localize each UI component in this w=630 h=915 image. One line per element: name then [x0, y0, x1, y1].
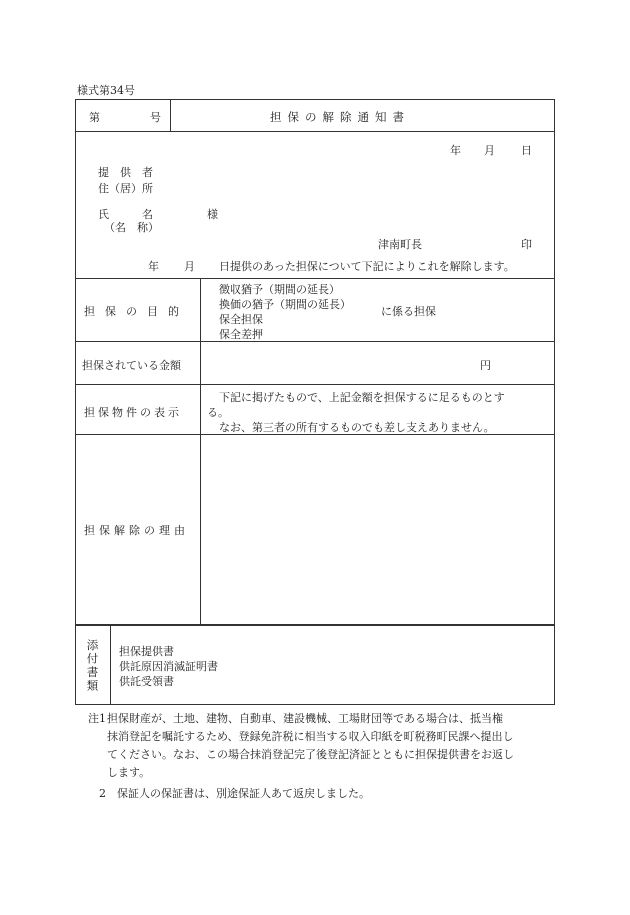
label-column-divider — [200, 278, 201, 625]
issuer-seal: 印 — [521, 238, 532, 251]
col-divider — [110, 625, 111, 705]
attachment-item: 担保提供書 — [119, 645, 174, 658]
attachment-item: 供託原因消滅証明書 — [119, 660, 218, 673]
purpose-label: 担保の目的 — [84, 305, 189, 318]
note-1-line: します。 — [107, 766, 151, 779]
purpose-option-1: 徴収猶予（期間の延長） — [219, 283, 340, 296]
honorific-sama: 様 — [207, 208, 218, 221]
note-2-text: 保証人の保証書は、別途保証人あて返戻しました。 — [117, 787, 370, 800]
property-text-2: る。 — [207, 406, 229, 419]
intro-month: 月 — [184, 260, 195, 273]
note-1-line: 抹消登記を嘱託するため、登録免許税に相当する収入印紙を町税務町民課へ提出し — [107, 730, 514, 743]
property-label: 担保物件の表示 — [84, 406, 182, 419]
date-day: 日 — [521, 144, 532, 157]
name-label: 氏 名 — [98, 208, 153, 221]
date-month: 月 — [484, 144, 495, 157]
document-title: 担保の解除通知書 — [270, 110, 410, 124]
note-1-line: てください。なお、この場合抹消登記完了後登記済証とともに担保提供書をお返し — [107, 748, 514, 761]
note-1-mark: 注1 — [88, 712, 106, 725]
property-text-3: なお、第三者の所有するものでも差し支えありません。 — [219, 421, 495, 434]
intro-text: 日提供のあった担保について下記によりこれを解除します。 — [219, 260, 515, 273]
row-divider — [75, 434, 555, 435]
number-label: 第 — [89, 111, 100, 124]
reason-label: 担保解除の理由 — [84, 524, 189, 537]
note-2-mark: 2 — [99, 787, 106, 800]
number-suffix: 号 — [150, 111, 161, 124]
date-year: 年 — [450, 144, 461, 157]
attachments-label: 添付書類 — [85, 639, 100, 693]
name-sub-label: （名 称） — [104, 221, 159, 234]
row-divider — [75, 131, 555, 132]
purpose-option-2: 換価の猶予（期間の延長） — [219, 298, 351, 311]
purpose-option-3: 保全担保 — [219, 313, 263, 326]
address-label: 住（居）所 — [98, 182, 153, 195]
property-text-1: 下記に掲げたもので、上記金額を担保するに足るものとす — [219, 391, 505, 404]
purpose-suffix: に係る担保 — [381, 305, 436, 318]
amount-unit: 円 — [480, 359, 491, 372]
note-1-line: 担保財産が、土地、建物、自動車、建設機械、工場財団等である場合は、抵当権 — [107, 712, 503, 725]
intro-year: 年 — [148, 260, 159, 273]
issuer-name: 津南町長 — [378, 238, 422, 251]
form-number: 様式第34号 — [77, 84, 135, 97]
row-divider — [75, 341, 555, 342]
attachment-item: 供託受領書 — [119, 675, 174, 688]
row-divider — [75, 384, 555, 385]
purpose-option-4: 保全差押 — [219, 328, 263, 341]
row-divider — [75, 278, 555, 279]
col-divider — [170, 99, 171, 131]
provider-label: 提 供 者 — [98, 166, 153, 179]
amount-label: 担保されている金額 — [82, 359, 181, 372]
